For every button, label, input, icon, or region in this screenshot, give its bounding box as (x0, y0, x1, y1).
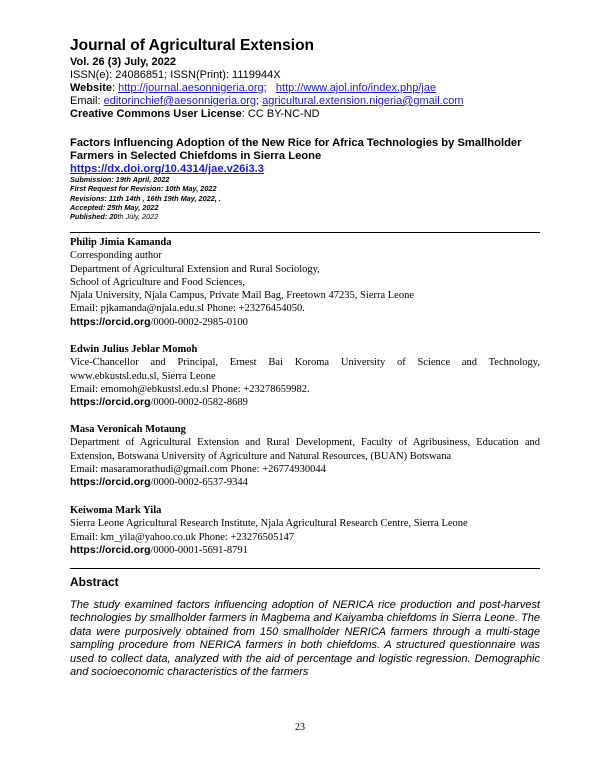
revisions-date: Revisions: 11th 14th , 16th 19th May, 2022, . (70, 193, 221, 203)
journal-title: Journal of Agricultural Extension (70, 37, 315, 54)
first-revision-date: First Request for Revision: 10th May, 2022 (70, 184, 217, 194)
published-date: Published: 20th July, 2022 (70, 212, 159, 222)
volume-line: Vol. 26 (3) July, 2022 (70, 56, 176, 68)
journal-email-link[interactable]: agricultural.extension.nigeria@gmail.com (262, 95, 464, 107)
email-line: Email: editorinchief@aesonnigeria.org; agricultural.extension.nigeria@gmail.com (70, 95, 464, 107)
author-block (70, 504, 540, 557)
author-block (70, 236, 540, 329)
author-school: School of Agriculture and Food Sciences, (70, 276, 245, 288)
author-block (70, 423, 540, 489)
author-orcid[interactable]: https://orcid.org/0000-0001-5691-8791 (70, 543, 248, 556)
author-contact: Email: emomoh@ebkustsl.edu.sl Phone: +23278659982. (70, 383, 310, 395)
divider-line (70, 232, 540, 233)
paper-title: Factors Influencing Adoption of the New Rice for Africa Technologies by Smallholder Farmers in Selected Chiefdoms in Sierra Leone (70, 137, 522, 162)
author-affiliation: Vice-Chancellor and Principal, Ernest Bai Koroma University of Science and Technology, www.ebkustsl.edu.sl, Sierra Leone (70, 357, 540, 382)
author-name: Edwin Julius Jeblar Momoh (70, 344, 198, 355)
author-name: Philip Jimia Kamanda (70, 237, 172, 248)
journal-website-link[interactable]: http://journal.aesonnigeria.org (118, 82, 264, 94)
publication-dates (70, 175, 221, 221)
abstract-text: The study examined factors influencing adoption of NERICA rice production and post-harvest technologies by smallholder farmers in Magbema and Kaiyamba chiefdoms in Sierra Leone. The data were purposively obtained from 150 smallholder NERICA farmers through a multi-stage sampling procedure from NERICA farmers in both chiefdoms. A structured questionnaire was used to collect data, analyzed with the aid of percentage and logistic regression. Demographic and socioeconomic characteristics of the farmers (70, 599, 540, 679)
author-affiliation: Department of Agricultural Extension and Rural Development, Faculty of Agribusiness, Education and Extension, Botswana University of Agriculture and Natural Resources, (BUAN) Botswana (70, 437, 540, 462)
author-contact: Email: pjkamanda@njala.edu.sl Phone: +23276454050. (70, 303, 305, 315)
author-orcid[interactable]: https://orcid.org/0000-0002-2985-0100 (70, 315, 248, 328)
author-department: Department of Agricultural Extension and Rural Sociology, (70, 263, 320, 275)
submission-date: Submission: 19th April, 2022 (70, 175, 170, 184)
divider-line (70, 568, 540, 569)
doi-link[interactable]: https://dx.doi.org/10.4314/jae.v26i3.3 (70, 163, 264, 175)
ajol-website-link[interactable]: http://www.ajol.info/index.php/jae (275, 82, 437, 94)
abstract-heading: Abstract (70, 575, 119, 589)
author-affiliation: Sierra Leone Agricultural Research Institute, Njala Agricultural Research Centre, Sierra Leone (70, 518, 468, 530)
accepted-date: Accepted: 25th May, 2022 (70, 202, 159, 212)
author-name: Masa Veronicah Motaung (70, 424, 186, 435)
author-orcid[interactable]: https://orcid.org/0000-0002-6537-9344 (70, 476, 248, 489)
editor-email-link[interactable]: editorinchief@aesonnigeria.org (103, 95, 257, 107)
author-contact: Email: masaramorathudi@gmail.com Phone: +26774930044 (70, 463, 326, 475)
author-block (70, 343, 540, 409)
author-contact: Email: km_yila@yahoo.co.uk Phone: +23276505147 (70, 531, 295, 543)
author-orcid[interactable]: https://orcid.org/0000-0002-0582-8689 (70, 396, 248, 409)
author-name: Keiwoma Mark Yila (70, 505, 162, 516)
website-line: Website: http://journal.aesonnigeria.org; http://www.ajol.info/index.php/jae (70, 82, 437, 94)
author-role: Corresponding author (70, 250, 162, 262)
page-number: 23 (295, 722, 305, 733)
author-address: Njala University, Njala Campus, Private Mail Bag, Freetown 47235, Sierra Leone (70, 290, 414, 302)
license-line: Creative Commons User License: CC BY-NC-ND (70, 108, 320, 120)
issn-line: ISSN(e): 24086851; ISSN(Print): 1119944X (70, 69, 281, 81)
